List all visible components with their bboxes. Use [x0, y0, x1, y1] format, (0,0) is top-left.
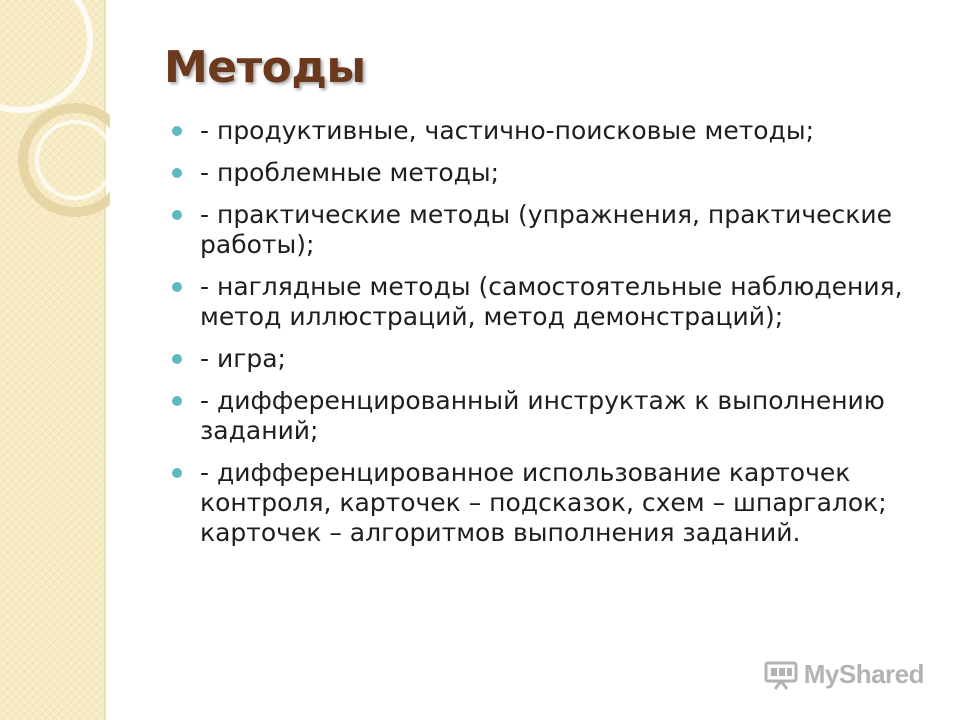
slide-title: Методы [164, 42, 366, 93]
list-item-text: - дифференцированное использование карточек контроля, карточек – подсказок, схем – шпаргалок; карточек – алгоритмов выполнения заданий. [200, 458, 887, 547]
bullet-list [172, 116, 912, 560]
list-item [172, 200, 912, 260]
bullet-icon [172, 354, 182, 364]
list-item-text: - практические методы (упражнения, практические работы); [200, 200, 892, 259]
list-item [172, 272, 912, 332]
list-item-text: - проблемные методы; [200, 158, 500, 187]
list-item [172, 458, 912, 548]
bullet-icon [172, 282, 182, 292]
list-item [172, 116, 912, 146]
bullet-icon [172, 126, 182, 136]
bullet-icon [172, 396, 182, 406]
watermark-text: MyShared [803, 659, 924, 689]
list-item [172, 158, 912, 188]
bullet-icon [172, 468, 182, 478]
bullet-icon [172, 210, 182, 220]
list-item-text: - продуктивные, частично-поисковые методы; [200, 116, 815, 145]
list-item [172, 386, 912, 446]
watermark-logo [764, 659, 924, 690]
list-item-text: - игра; [200, 344, 286, 373]
list-item-text: - дифференцированный инструктаж к выполнению заданий; [200, 386, 885, 445]
decorative-circles-icon [0, 0, 110, 260]
list-item [172, 344, 912, 374]
presentation-board-icon [764, 660, 798, 690]
bullet-icon [172, 168, 182, 178]
list-item-text: - наглядные методы (самостоятельные наблюдения, метод иллюстраций, метод демонстраций); [200, 272, 903, 331]
